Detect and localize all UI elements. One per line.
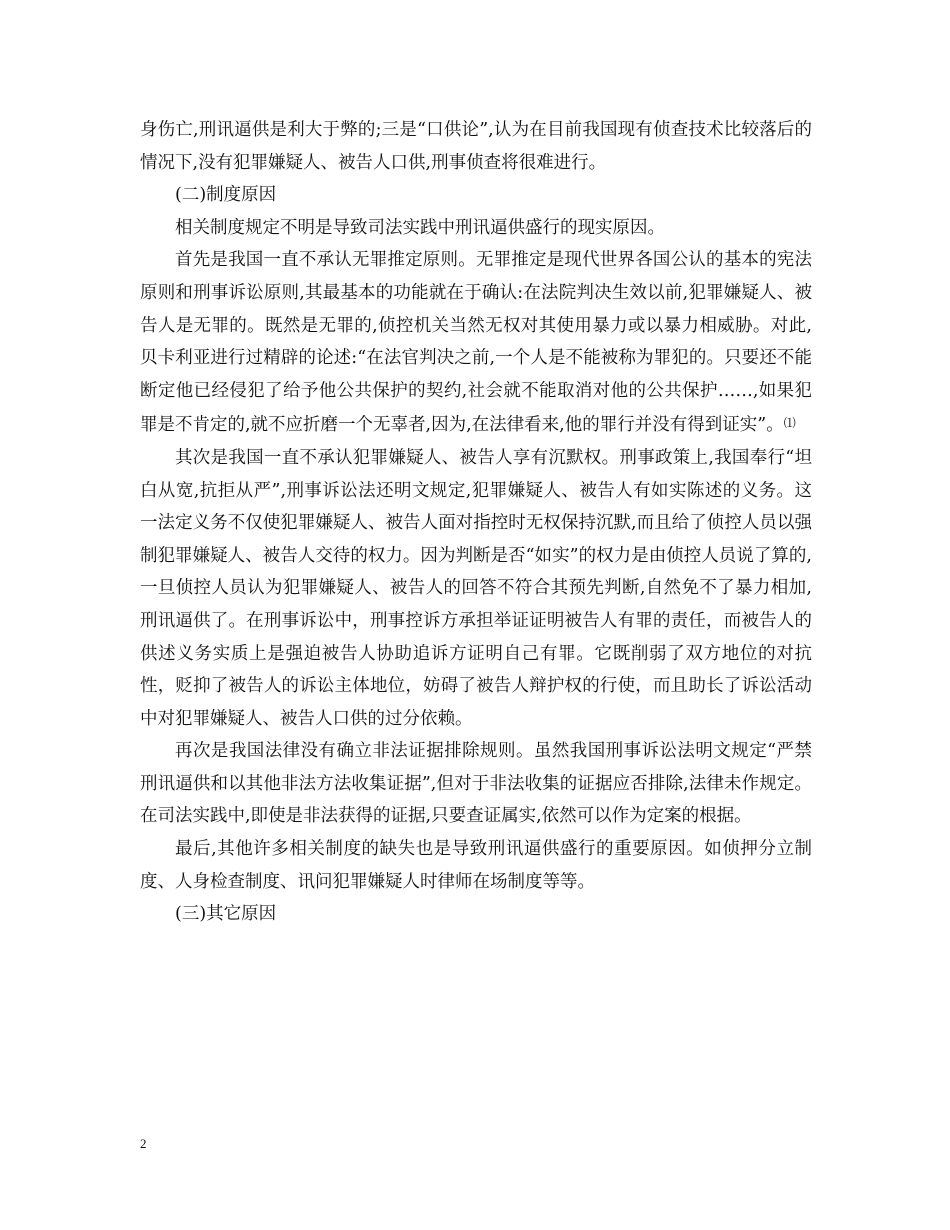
paragraph-presumption-text: 首先是我国一直不承认无罪推定原则。无罪推定是现代世界各国公认的基本的宪法原则和刑事诉讼原则,其最基本的功能就在于确认:在法院判决生效以前,犯罪嫌疑人、被告人是无罪的。既然是无罪的,侦控机关当然无权对其使用暴力或以暴力相威胁。对此,贝卡利亚进行过精辟的论述:“在法官判决之前,一个人是不能被称为罪犯的。只要还不能断定他已经侵犯了给予他公共保护的契约,社会就不能取消对他的公共保护……,如果犯罪是不肯定的,就不应折磨一个无辜者,因为,在法律看来,他的罪行并没有得到证实”。 [140, 250, 812, 436]
page-number: 2 [140, 1136, 147, 1151]
section-heading-other-causes: (三)其它原因 [175, 904, 277, 925]
section-heading-institutional-causes: (二)制度原因 [175, 185, 277, 206]
paragraph-other-systems: 最后,其他许多相关制度的缺失也是导致刑讯逼供盛行的重要原因。如侦押分立制度、人身检查制度、讯问犯罪嫌疑人时律师在场制度等等。 [140, 839, 812, 892]
paragraph-institutional-intro: 相关制度规定不明是导致司法实践中刑讯逼供盛行的现实原因。 [175, 217, 665, 238]
footnote-reference[interactable]: ⑴ [783, 416, 796, 431]
paragraph-right-to-silence: 其次是我国一直不承认犯罪嫌疑人、被告人享有沉默权。刑事政策上,我国奉行“坦白从宽,抗拒从严”,刑事诉讼法还明文规定,犯罪嫌疑人、被告人有如实陈述的义务。这一法定义务不仅使犯罪嫌疑人、被告人面对指控时无权保持沉默,而且给了侦控人员以强制犯罪嫌疑人、被告人交待的权力。因为判断是否“如实”的权力是由侦控人员说了算的,一旦侦控人员认为犯罪嫌疑人、被告人的回答不符合其预先判断,自然免不了暴力相加,刑讯逼供了。在刑事诉讼中，刑事控诉方承担举证证明被告人有罪的责任，而被告人的供述义务实质上是强迫被告人协助追诉方证明自己有罪。它既削弱了双方地位的对抗性，贬抑了被告人的诉讼主体地位，妨碍了被告人辩护权的行使，而且助长了诉讼活动中对犯罪嫌疑人、被告人口供的过分依赖。 [140, 447, 812, 729]
paragraph-continued: 身伤亡,刑讯逼供是利大于弊的;三是“口供论”,认为在目前我国现有侦查技术比较落后的情况下,没有犯罪嫌疑人、被告人口供,刑事侦查将很难进行。 [140, 120, 812, 173]
paragraph-presumption-of-innocence [140, 244, 812, 442]
document-body [140, 114, 812, 931]
paragraph-exclusionary-rule: 再次是我国法律没有确立非法证据排除规则。虽然我国刑事诉讼法明文规定“严禁刑讯逼供和以其他非法方法收集证据”,但对于非法收集的证据应否排除,法律未作规定。在司法实践中,即使是非法获得的证据,只要查证属实,依然可以作为定案的根据。 [140, 741, 812, 827]
